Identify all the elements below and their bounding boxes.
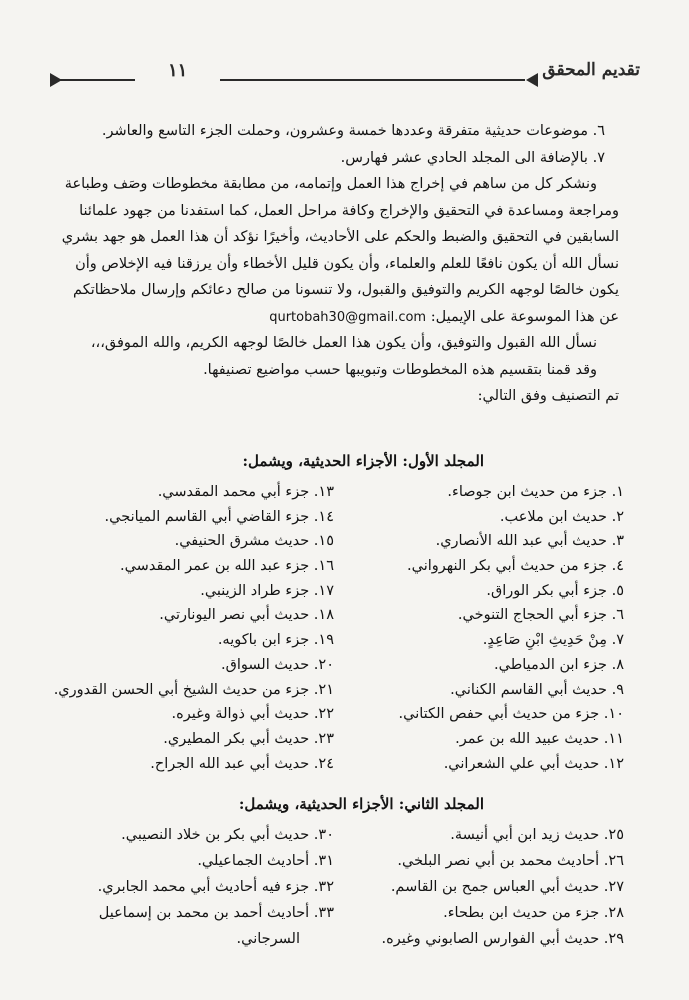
list-item: ١٣. جزء أبي محمد المقدسي. — [157, 484, 334, 500]
list-item: ٩. حديث أبي القاسم الكناني. — [450, 681, 624, 698]
list-item: ٢٩. حديث أبي الفوارس الصابوني وغيره. — [381, 931, 624, 947]
intro-line: ومراجعة ومساعدة في التحقيق والإخراج وكافة مراحل العمل، كما استفدنا من جهود علمائنا — [79, 202, 619, 219]
list-item: ١٧. جزء طراد الزينبي. — [200, 582, 334, 599]
list-item: ٤. جزء من حديث أبي بكر النهرواني. — [407, 558, 624, 575]
list-item: ٢٤. حديث أبي عبد الله الجراح. — [150, 755, 334, 772]
intro-line: نسأل الله أن يكون نافعًا للعلم والعلماء، وأن يكون قليل الأخطاء وأن يرزقنا فيه الإخلاص وأن — [75, 255, 619, 272]
list-item: ٢٢. حديث أبي ذوالة وغيره. — [171, 706, 334, 723]
list-item: ٢٧. حديث أبي العباس جمح بن القاسم. — [390, 879, 624, 895]
header-title: تقديم المحقق — [542, 60, 640, 80]
volume1-heading: المجلد الأول: الأجزاء الحديثية، ويشمل: — [242, 452, 484, 470]
list-item: ١٤. جزء القاضي أبي القاسم الميانجي. — [104, 508, 334, 525]
intro-line: ٧. بالإضافة الى المجلد الحادي عشر فهارس. — [340, 149, 605, 166]
header-arrow-ornament-right — [526, 73, 538, 87]
header-rule-left — [60, 79, 135, 81]
list-item: ٢٦. أحاديث محمد بن أبي نصر البلخي. — [397, 853, 624, 869]
email-prompt: عن هذا الموسوعة على الإيميل: — [430, 308, 619, 325]
list-item: ٣٢. جزء فيه أحاديث أبي محمد الجابري. — [97, 879, 334, 895]
list-item: ١١. حديث عبيد الله بن عمر. — [455, 730, 624, 747]
email-address: qurtobah30@gmail.com — [269, 309, 427, 325]
list-item: ١٦. جزء عبد الله بن عمر المقدسي. — [119, 558, 334, 575]
list-item: ٣١. أحاديث الجماعيلي. — [197, 853, 334, 869]
header-rule — [220, 79, 525, 81]
list-item: ٢. حديث ابن ملاعب. — [499, 508, 624, 525]
list-item: ١. جزء من حديث ابن جوصاء. — [447, 484, 624, 500]
list-item: ٢٨. جزء من حديث ابن بطحاء. — [443, 905, 624, 921]
list-item: ١٥. حديث مشرق الحنيفي. — [174, 533, 334, 550]
intro-line: ونشكر كل من ساهم في إخراج هذا العمل وإتمامه، من مطابقة مخطوطات وصَف وطباعة — [64, 176, 597, 192]
intro-line-email — [49, 304, 619, 331]
list-item: ٢٣. حديث أبي بكر المطيري. — [163, 730, 334, 747]
list-item: ٦. جزء أبي الحجاج التنوخي. — [457, 607, 624, 624]
list-item: ٣. حديث أبي عبد الله الأنصاري. — [435, 533, 624, 550]
volume2-list-right — [324, 822, 624, 952]
list-item: ٨. جزء ابن الدمياطي. — [494, 656, 624, 673]
header-arrow-ornament-left — [50, 73, 62, 87]
list-item: ٢٠. حديث السواق. — [220, 656, 334, 673]
list-item: ٣٣. أحاديث أحمد بن محمد بن إسماعيل — [98, 905, 334, 921]
list-item: ٧. مِنْ حَدِيثِ ابْنِ صَاعِدٍ. — [482, 632, 624, 649]
list-item: ١٨. حديث أبي نصر اليونارتي. — [159, 607, 334, 624]
list-item: ١٩. جزء ابن باكويه. — [217, 632, 334, 649]
volume1-list-left — [14, 480, 334, 776]
intro-text — [49, 118, 619, 410]
list-item: ٢١. جزء من حديث الشيخ أبي الحسن القدوري. — [53, 681, 334, 698]
list-item: ١٢. حديث أبي علي الشعراني. — [443, 755, 624, 772]
list-item: ٥. جزء أبي بكر الوراق. — [486, 582, 624, 599]
volume2-heading: المجلد الثاني: الأجزاء الحديثية، ويشمل: — [238, 795, 484, 813]
closing-line: تم التصنيف وفق التالي: — [477, 388, 619, 404]
list-item-continuation: السرجاني. — [236, 931, 300, 947]
closing-line: نسأل الله القبول والتوفيق، وأن يكون هذا العمل خالصًا لوجهه الكريم، والله الموفق،،، — [90, 335, 597, 351]
intro-line: يكون خالصًا لوجهه الكريم والتوفيق والقبول، ولا تنسونا من صالح دعائكم وإرسال ملاحظاتكم — [73, 282, 619, 298]
list-item: ٢٥. حديث زيد ابن أبي أنيسة. — [450, 827, 624, 843]
intro-line: السابقين في التحقيق والضبط والحكم على الأحاديث، وأخيرًا نؤكد أن هذا العمل هو جهد بشري — [61, 229, 619, 245]
list-item: ١٠. جزء من حديث أبي حفص الكتاني. — [398, 706, 624, 723]
page-number: ١١ — [168, 60, 188, 81]
list-item: ٣٠. حديث أبي بكر بن خلاد النصيبي. — [121, 827, 334, 843]
closing-line: وقد قمنا بتقسيم هذه المخطوطات وتبويبها حسب مواضيع تصنيفها. — [203, 361, 597, 378]
volume1-list-right — [324, 480, 624, 776]
intro-line: ٦. موضوعات حديثية متفرقة وعددها خمسة وعشرون، وحملت الجزء التاسع والعاشر. — [101, 123, 605, 139]
volume2-list-left — [14, 822, 334, 952]
running-header — [50, 60, 640, 86]
